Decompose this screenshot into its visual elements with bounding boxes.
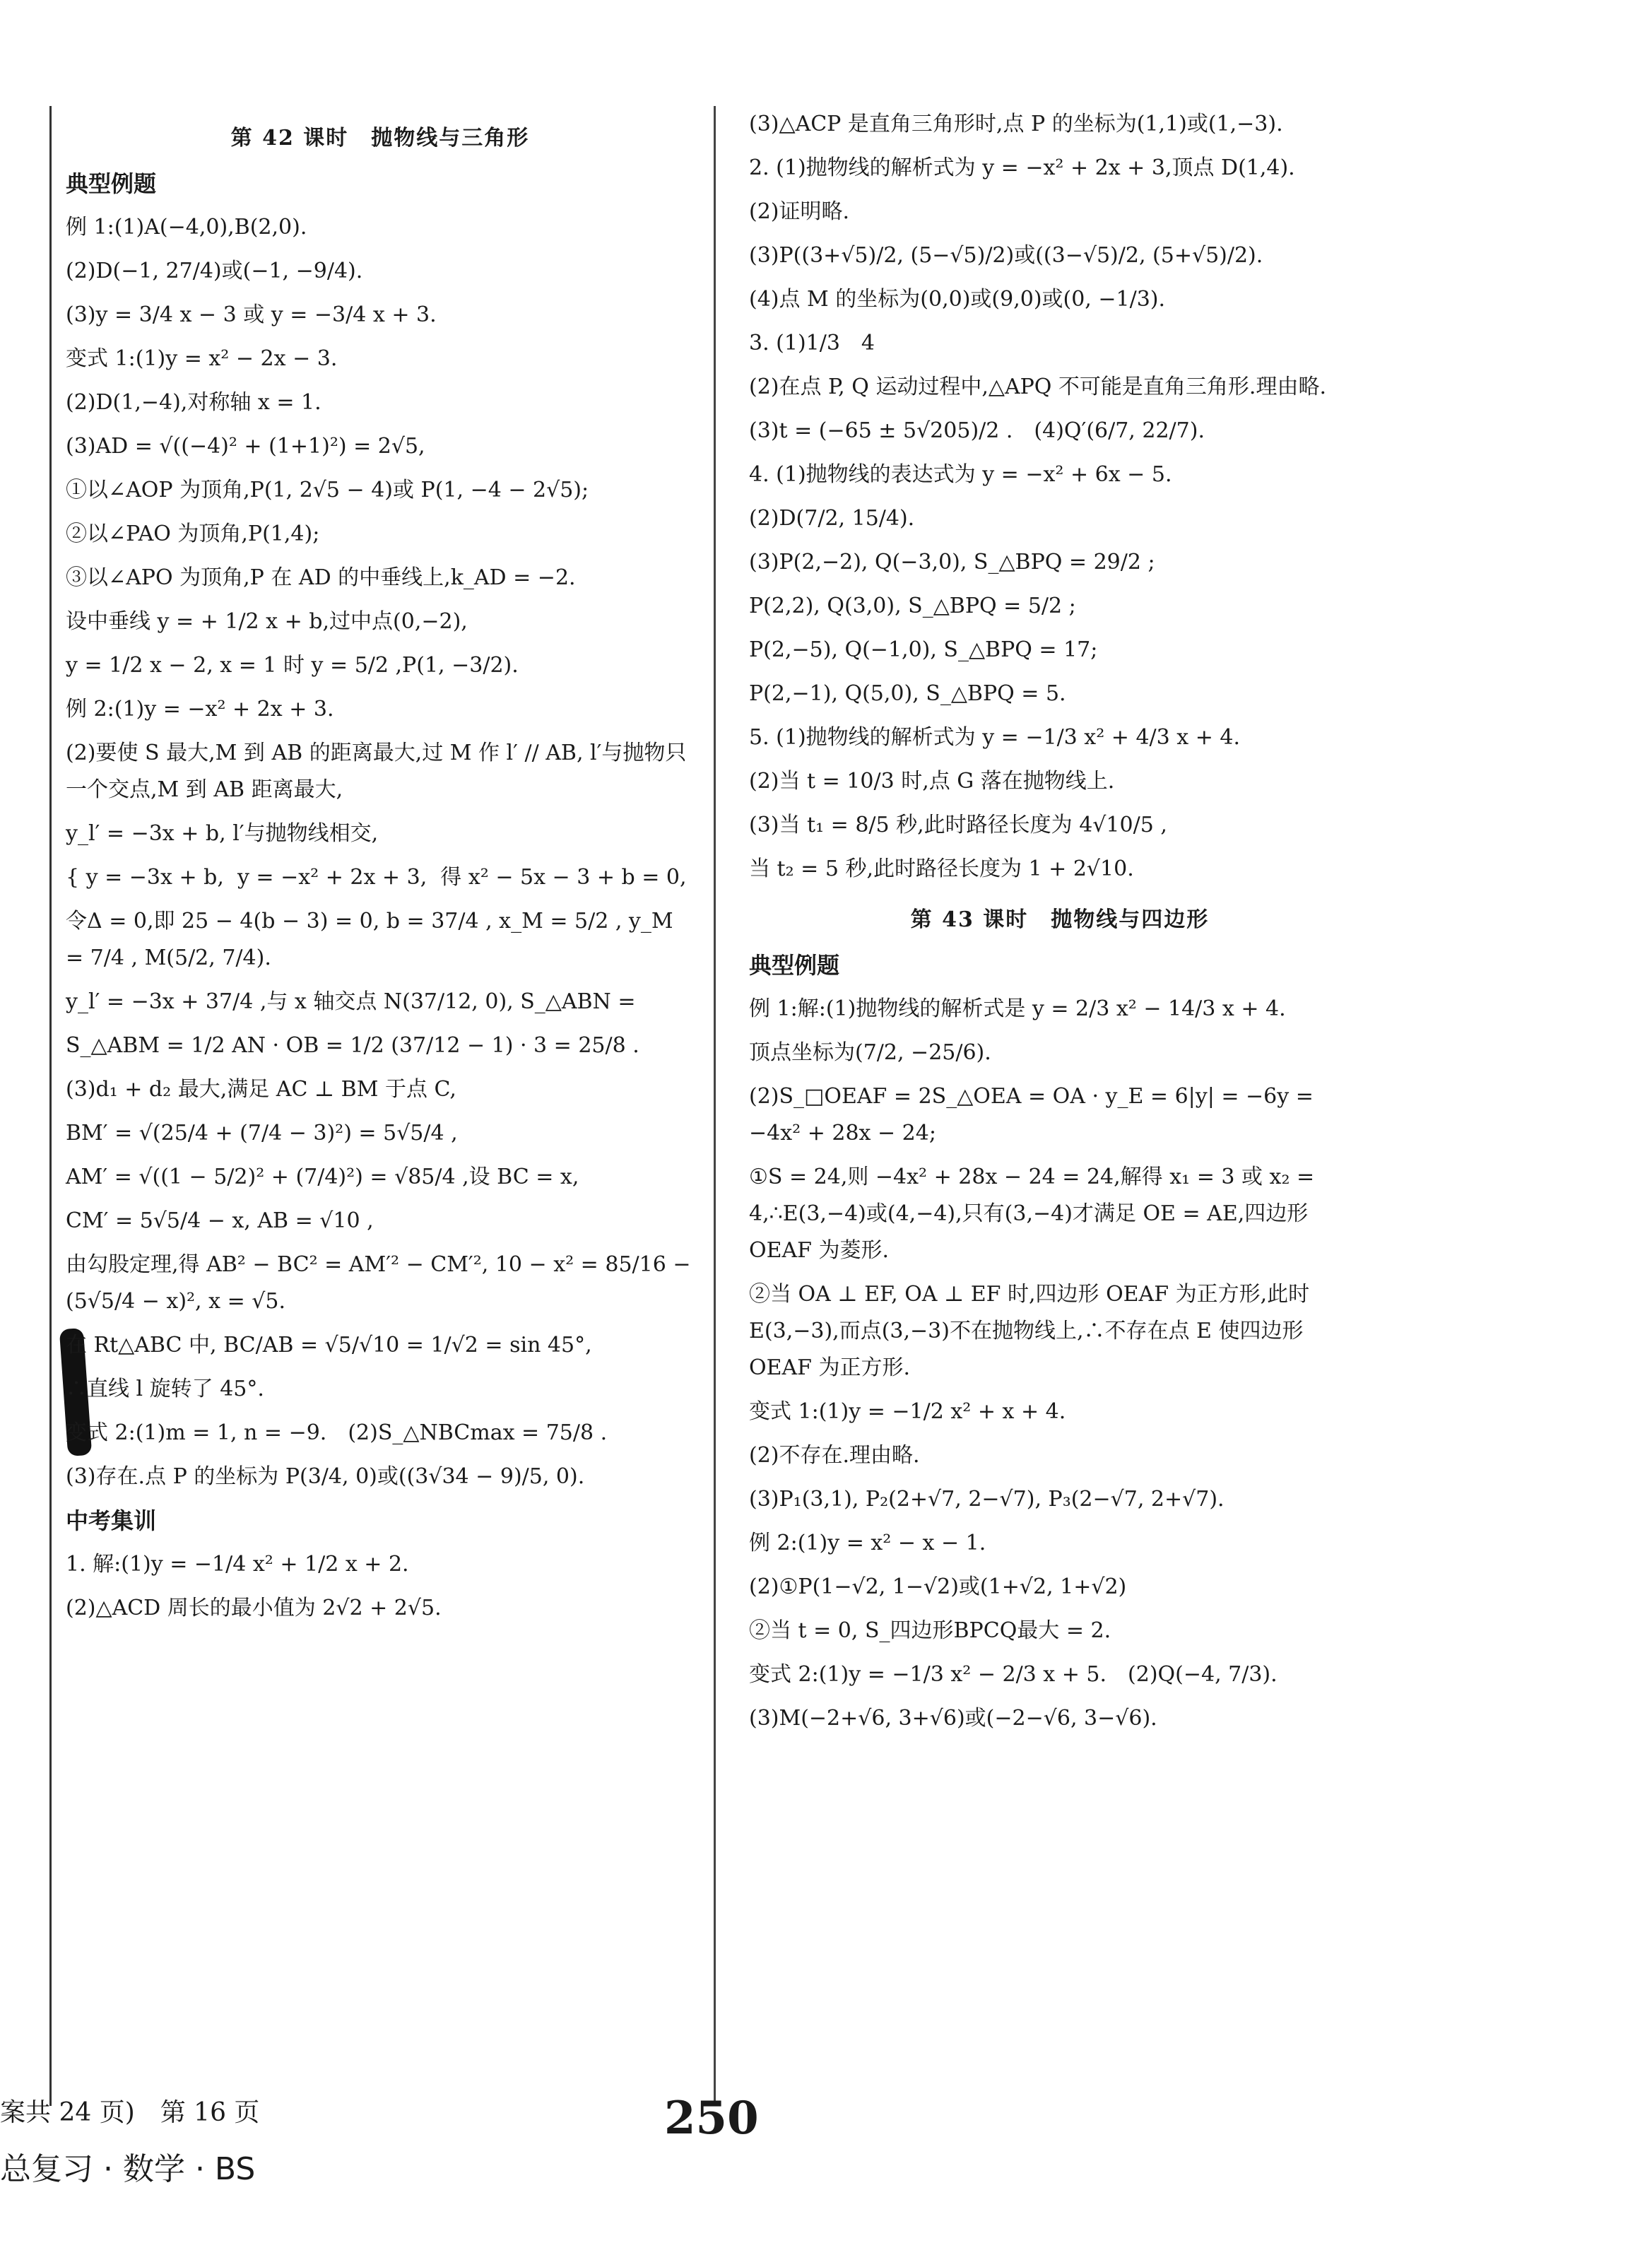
column-divider	[714, 106, 716, 2106]
typical-examples-heading: 典型例题	[66, 170, 157, 197]
book-title: 总复习 · 数学 · BS	[0, 2151, 256, 2187]
answer-line: (3)y = 3/4 x − 3 或 y = −3/4 x + 3.	[66, 302, 437, 327]
answer-line: (2)①P(1−√2, 1−√2)或(1+√2, 1+√2)	[749, 1574, 1127, 1599]
answer-line: (2)△ACD 周长的最小值为 2√2 + 2√5.	[66, 1596, 442, 1620]
answer-line: (3)AD = √((−4)² + (1+1)²) = 2√5,	[66, 434, 425, 459]
answer-line: (3)d₁ + d₂ 最大,满足 AC ⊥ BM 于点 C,	[66, 1077, 456, 1102]
answer-line: ∴直线 l 旋转了 45°.	[66, 1377, 264, 1401]
answer-line: 令Δ = 0,即 25 − 4(b − 3) = 0, b = 37/4 , x_M = 5/2 , y_M = 7/4 , M(5/2, 7/4).	[66, 909, 680, 970]
answer-line: 变式 1:(1)y = −1/2 x² + x + 4.	[749, 1399, 1066, 1424]
answer-line: 4. (1)抛物线的表达式为 y = −x² + 6x − 5.	[749, 462, 1172, 487]
answer-line: (3)当 t₁ = 8/5 秒,此时路径长度为 4√10/5 ,	[749, 813, 1167, 837]
answer-line: y_l′ = −3x + b, l′与抛物线相交,	[66, 821, 379, 846]
answer-line: (3)P(2,−2), Q(−3,0), S_△BPQ = 29/2 ;	[749, 550, 1155, 575]
left-column	[49, 106, 698, 2106]
answer-line: (2)S_□OEAF = 2S_△OEA = OA · y_E = 6|y| = −6y = −4x² + 28x − 24;	[749, 1084, 1321, 1146]
answer-line: (2)在点 P, Q 运动过程中,△APQ 不可能是直角三角形.理由略.	[749, 375, 1327, 399]
answer-line: 在 Rt△ABC 中, BC/AB = √5/√10 = 1/√2 = sin 45°,	[66, 1333, 592, 1358]
lesson-42-title: 第 42 课时 抛物线与三角形	[230, 126, 530, 151]
answer-line: S_△ABM = 1/2 AN · OB = 1/2 (37/12 − 1) · 3 = 25/8 .	[66, 1033, 639, 1058]
answer-line: y_l′ = −3x + 37/4 ,与 x 轴交点 N(37/12, 0), S_△ABN =	[66, 989, 636, 1014]
typical-examples-heading: 典型例题	[749, 952, 840, 979]
footer-page-info: 案共 24 页) 第 16 页	[0, 2098, 260, 2127]
answer-line: (3)P₁(3,1), P₂(2+√7, 2−√7), P₃(2−√7, 2+√7).	[749, 1487, 1225, 1512]
answer-line: ①以∠AOP 为顶角,P(1, 2√5 − 4)或 P(1, −4 − 2√5);	[66, 478, 589, 502]
answer-line: 3. (1)1/3 4	[749, 331, 875, 355]
answer-line: y = 1/2 x − 2, x = 1 时 y = 5/2 ,P(1, −3/2).	[66, 653, 519, 678]
answer-line: 5. (1)抛物线的解析式为 y = −1/3 x² + 4/3 x + 4.	[749, 725, 1241, 750]
answer-line: (3)t = (−65 ± 5√205)/2 . (4)Q′(6/7, 22/7).	[749, 418, 1205, 443]
answer-line: CM′ = 5√5/4 − x, AB = √10 ,	[66, 1208, 374, 1233]
answer-line: ②当 t = 0, S_四边形BPCQ最大 = 2.	[749, 1618, 1111, 1643]
answer-line: (2)不存在.理由略.	[749, 1443, 920, 1468]
answer-line: ②当 OA ⊥ EF, OA ⊥ EF 时,四边形 OEAF 为正方形,此时 E(3,−3),而点(3,−3)不在抛物线上,∴不存在点 E 使四边形 OEAF 为正方形.	[749, 1282, 1316, 1380]
answer-line: P(2,−1), Q(5,0), S_△BPQ = 5.	[749, 681, 1066, 706]
answer-line: P(2,−5), Q(−1,0), S_△BPQ = 17;	[749, 637, 1098, 662]
answer-line: 变式 1:(1)y = x² − 2x − 3.	[66, 346, 338, 371]
answer-line: (3)△ACP 是直角三角形时,点 P 的坐标为(1,1)或(1,−3).	[749, 112, 1283, 136]
answer-line: ③以∠APO 为顶角,P 在 AD 的中垂线上,k_AD = −2.	[66, 565, 576, 590]
answer-line: 例 2:(1)y = −x² + 2x + 3.	[66, 697, 334, 722]
page-number: 250	[664, 2092, 759, 2145]
answer-line: AM′ = √((1 − 5/2)² + (7/4)²) = √85/4 ,设 BC = x,	[66, 1165, 579, 1189]
answer-line: (3)P((3+√5)/2, (5−√5)/2)或((3−√5)/2, (5+√5)/2).	[749, 243, 1263, 268]
lesson-43-title: 第 43 课时 抛物线与四边形	[910, 907, 1210, 932]
answer-line: 设中垂线 y = + 1/2 x + b,过中点(0,−2),	[66, 609, 468, 634]
answer-line: 1. 解:(1)y = −1/4 x² + 1/2 x + 2.	[66, 1552, 409, 1577]
answer-line: 当 t₂ = 5 秒,此时路径长度为 1 + 2√10.	[749, 856, 1134, 881]
answer-line: 变式 2:(1)y = −1/3 x² − 2/3 x + 5. (2)Q(−4, 7/3).	[749, 1662, 1278, 1687]
answer-line: (2)当 t = 10/3 时,点 G 落在抛物线上.	[749, 769, 1115, 794]
answer-line: (2)证明略.	[749, 199, 850, 224]
answer-line: (3)M(−2+√6, 3+√6)或(−2−√6, 3−√6).	[749, 1706, 1157, 1731]
answer-line: 2. (1)抛物线的解析式为 y = −x² + 2x + 3,顶点 D(1,4).	[749, 155, 1295, 180]
answer-line: BM′ = √(25/4 + (7/4 − 3)²) = 5√5/4 ,	[66, 1121, 458, 1146]
answer-line: P(2,2), Q(3,0), S_△BPQ = 5/2 ;	[749, 594, 1076, 618]
answer-line: ②以∠PAO 为顶角,P(1,4);	[66, 522, 320, 546]
answer-line: (2)D(−1, 27/4)或(−1, −9/4).	[66, 259, 363, 283]
right-column	[749, 106, 1371, 1744]
answer-line: (2)要使 S 最大,M 到 AB 的距离最大,过 M 作 l′ // AB, l′与抛物只一个交点,M 到 AB 距离最大,	[66, 741, 687, 802]
page-footer	[0, 2092, 259, 2191]
answer-line: (2)D(7/2, 15/4).	[749, 506, 915, 531]
answer-line: 例 2:(1)y = x² − x − 1.	[749, 1531, 986, 1555]
answer-line: { y = −3x + b, y = −x² + 2x + 3, 得 x² − 5x − 3 + b = 0,	[66, 865, 687, 890]
answer-line: (4)点 M 的坐标为(0,0)或(9,0)或(0, −1/3).	[749, 287, 1166, 312]
answer-line: (2)D(1,−4),对称轴 x = 1.	[66, 390, 321, 415]
answer-line: 例 1:解:(1)抛物线的解析式是 y = 2/3 x² − 14/3 x + 4.	[749, 996, 1286, 1021]
answer-line: 变式 2:(1)m = 1, n = −9. (2)S_△NBCmax = 75/8 .	[66, 1420, 608, 1445]
answer-line: 由勾股定理,得 AB² − BC² = AM′² − CM′², 10 − x² = 85/16 − (5√5/4 − x)², x = √5.	[66, 1252, 698, 1314]
exam-training-heading: 中考集训	[66, 1507, 157, 1534]
answer-line: (3)存在.点 P 的坐标为 P(3/4, 0)或((3√34 − 9)/5, 0).	[66, 1464, 585, 1489]
answer-line: 顶点坐标为(7/2, −25/6).	[749, 1040, 991, 1065]
answer-line: 例 1:(1)A(−4,0),B(2,0).	[66, 215, 307, 240]
answer-line: ①S = 24,则 −4x² + 28x − 24 = 24,解得 x₁ = 3 或 x₂ = 4,∴E(3,−4)或(4,−4),只有(3,−4)才满足 OE = AE,四边形 OEAF 为菱形.	[749, 1165, 1321, 1263]
